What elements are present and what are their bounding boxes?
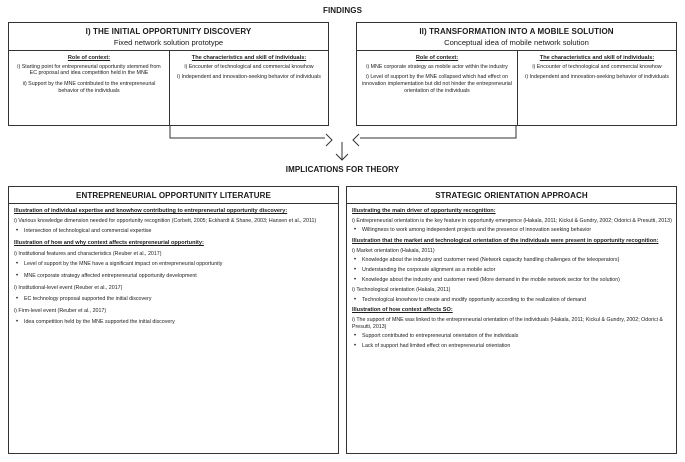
bullet-item: • Idea competition held by the MNE supported the initial discovery	[14, 319, 334, 326]
implication-content-opportunity	[14, 208, 334, 326]
bullet-item: • Knowledge about the industry and customer need (Network capacity handling challenges of the teleoperators)	[352, 257, 672, 264]
bullet-item: • Lack of support had limited effect on entrepreneurial orientation	[352, 343, 672, 350]
individuals-item: i) Encounter of technological and commercial knowhow	[532, 63, 662, 70]
finding-subtitle-initial: Fixed network solution prototype	[113, 38, 224, 47]
bullet-item: • Knowledge about the industry and customer need (More demand in the mobile network sector for the solution)	[352, 277, 672, 284]
bullet-item: • Level of support by the MNE have a significant impact on entrepreneurial opportunity	[14, 261, 334, 268]
section-item: i) Entrepreneurial orientation is the key feature in opportunity emergence (Hakala, 2011; Kickul & Gundry, 2002; Odorici & Presutti, 2013)	[352, 217, 672, 224]
findings-title: FINDINGS	[322, 6, 363, 15]
bullet-item: • Technological knowhow to create and modify opportunity according to the realization of demand	[352, 297, 672, 304]
context-item: i) MNE corporate strategy as mobile actor within the industry	[366, 63, 508, 70]
section-heading: Illustrating the main driver of opportunity recognition:	[352, 208, 496, 214]
individuals-heading: The characteristics and skill of individuals:	[539, 55, 655, 61]
section-item: i) The support of MNE was linked to the entrepreneurial orientation of the individuals (Hakala, 2011; Kickul & Gundry, 2002; Odorici & Presutti, 2013)	[352, 317, 663, 330]
section-item: i) Institutional-level event (Reuber et al., 2017)	[14, 284, 123, 291]
connector-line-left	[170, 126, 325, 138]
bullet-item: • Intersection of technological and commercial expertise	[14, 228, 334, 235]
chevron-right-icon	[326, 134, 332, 146]
section-item: i) Firm-level event (Reuber et al., 2017)	[14, 307, 107, 314]
implication-title-strategic: STRATEGIC ORIENTATION APPROACH	[435, 191, 588, 200]
implication-box-strategic-orientation	[346, 186, 677, 454]
chevron-left-icon	[353, 134, 359, 146]
individuals-item: i) Independent and innovation-seeking behavior of individuals	[177, 74, 321, 81]
finding-title-initial: I) THE INITIAL OPPORTUNITY DISCOVERY	[85, 27, 252, 36]
section-heading: Illustration of individual expertise and knowhow contributing to entrepreneurial opportunity discovery:	[14, 208, 288, 214]
bullet-item: • MNE corporate strategy affected entrepreneurial opportunity development	[14, 273, 334, 280]
context-item: ii) Support by the MNE contributed to the entrepreneurial behavior of the individuals	[22, 80, 156, 94]
context-item: i) Starting point for entrepreneurial opportunity stemmed from EC proposal and idea competition held in the MNE	[17, 63, 161, 77]
connector-line-right	[360, 126, 516, 138]
section-heading: Illustration that the market and technological orientation of the individuals were present in opportunity recognition:	[352, 237, 659, 244]
bullet-item: • EC technology proposal supported the initial discovery	[14, 296, 334, 303]
context-heading: Role of context:	[67, 55, 111, 61]
divider	[347, 203, 676, 204]
bullet-item: • Understanding the corporate alignment as a mobile actor	[352, 267, 672, 274]
implication-box-opportunity-literature	[8, 186, 339, 454]
section-item: i) Technological orientation (Hakala, 2011)	[352, 287, 451, 294]
section-item: i) Institutional features and characteristics (Reuber et al., 2017)	[14, 250, 162, 257]
section-item: i) Market orientation (Hakala, 2011)	[352, 247, 435, 254]
individuals-item: i) Encounter of technological and commercial knowhow	[184, 63, 314, 70]
divider	[9, 203, 338, 204]
finding-subtitle-mobile: Conceptual idea of mobile network solution	[444, 38, 589, 47]
context-heading: Role of context:	[415, 55, 459, 61]
bullet-item: • Willingness to work among independent projects and the presence of innovation seeking behavior	[352, 227, 672, 234]
context-item: i) Level of support by the MNE collapsed which had effect on innovation implementation but did not hinder the entrepreneurial orientation of the individuals	[362, 74, 512, 94]
bullet-item: • Support contributed to entrepreneurial orientation of the individuals	[352, 333, 672, 340]
individuals-heading: The characteristics and skill of individuals:	[191, 55, 307, 61]
section-heading: Illustration of how and why context affects entrepreneurial opportunity:	[14, 239, 204, 246]
individuals-item: i) Independent and innovation-seeking behavior of individuals	[525, 74, 669, 81]
implication-content-strategic	[352, 208, 672, 350]
implications-title: IMPLICATIONS FOR THEORY	[285, 165, 400, 174]
section-item: i) Various knowledge dimension needed for opportunity recognition (Corbett, 2005; Eckhardt & Shane, 2003; Hansen et al., 2011)	[14, 217, 317, 224]
section-heading: Illustration of how context affects SO:	[352, 307, 453, 314]
implication-title-opportunity: ENTREPRENEURIAL OPPORTUNITY LITERATURE	[76, 191, 271, 200]
finding-title-mobile: II) TRANSFORMATION INTO A MOBILE SOLUTION	[419, 27, 614, 36]
